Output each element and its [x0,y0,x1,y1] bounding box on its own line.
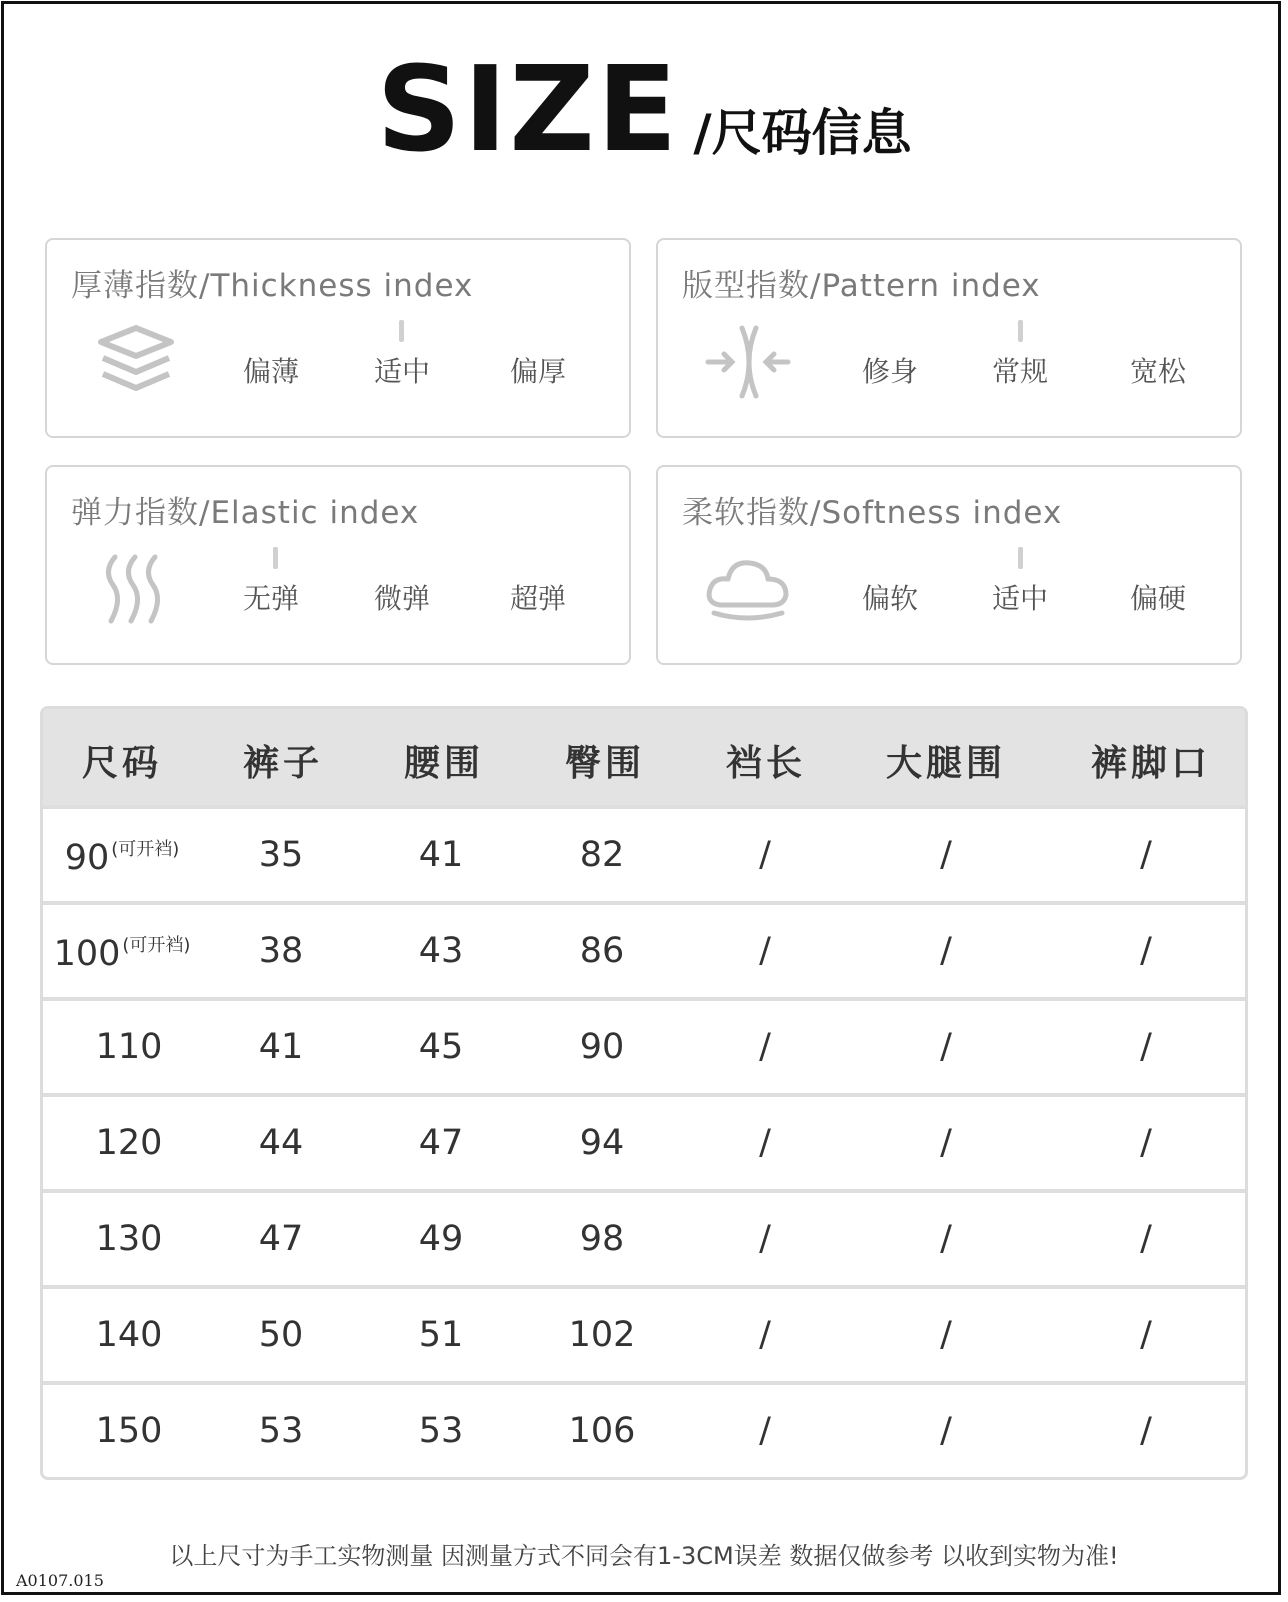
cell-rise: / [759,1027,771,1067]
cell-size: 150 [95,1411,163,1451]
softness-option-soft: 偏软 [862,582,919,615]
cell-size: 140 [95,1315,163,1355]
table-row [43,1285,1245,1378]
cloud-icon [702,549,792,629]
table-row [43,1381,1245,1474]
cell-waist: 45 [418,1027,464,1067]
cell-hip: 98 [579,1219,625,1259]
header-waist: 腰围 [403,743,485,784]
layers-icon [91,322,181,402]
cell-hip: 94 [579,1123,625,1163]
cell-hip: 90 [579,1027,625,1067]
pattern-index-card [656,238,1242,438]
table-header [43,709,1245,807]
cell-leg-opening: / [1140,1219,1152,1259]
cell-leg-opening: / [1140,931,1152,971]
cell-thigh: / [940,1411,952,1451]
cell-leg-opening: / [1140,1411,1152,1451]
softness-option-hard: 偏硬 [1130,582,1187,615]
cell-pants: 41 [258,1027,304,1067]
softness-index-title: 柔软指数/Softness index [682,495,1063,531]
table-row [43,805,1245,898]
cell-pants: 50 [258,1315,304,1355]
cell-thigh: / [940,1123,952,1163]
elastic-option-slight: 微弹 [374,582,431,615]
thickness-option-thin: 偏薄 [243,355,300,388]
elastic-selected-marker [273,547,278,569]
cell-thigh: / [940,835,952,875]
cell-hip: 106 [568,1411,636,1451]
cell-waist: 53 [418,1411,464,1451]
table-row [43,997,1245,1090]
measurement-note: 以上尺寸为手工实物测量 因测量方式不同会有1-3CM误差 数据仅做参考 以收到实物为准! [169,1542,1119,1570]
cell-pants: 53 [258,1411,304,1451]
header-thigh: 大腿围 [885,743,1007,784]
header-leg-opening: 裤脚口 [1090,743,1212,784]
fit-arrows-icon [702,322,792,402]
thickness-option-thick: 偏厚 [510,355,567,388]
cell-size: 130 [95,1219,163,1259]
cell-size: 110 [95,1027,163,1067]
cell-thigh: / [940,931,952,971]
cell-hip: 82 [579,835,625,875]
table-row [43,1093,1245,1186]
pattern-index-title: 版型指数/Pattern index [682,268,1041,304]
wave-icon [91,549,181,629]
title-subtitle: /尺码信息 [693,104,912,162]
cell-waist: 43 [418,931,464,971]
pattern-option-loose: 宽松 [1130,355,1187,388]
cell-pants: 35 [258,835,304,875]
cell-waist: 49 [418,1219,464,1259]
page-title [0,40,1288,178]
thickness-selected-marker [399,320,404,342]
cell-leg-opening: / [1140,835,1152,875]
cell-leg-opening: / [1140,1123,1152,1163]
cell-hip: 86 [579,931,625,971]
elastic-option-super: 超弹 [510,582,567,615]
softness-selected-marker [1018,547,1023,569]
pattern-selected-marker [1018,320,1023,342]
header-hip: 臀围 [564,743,646,784]
softness-index-card [656,465,1242,665]
header-pants: 裤子 [242,743,324,784]
cell-size: 120 [95,1123,163,1163]
table-row [43,1189,1245,1282]
cell-leg-opening: / [1140,1315,1152,1355]
title-size: SIZE [376,40,680,178]
cell-size: 90 $^{(可开裆)}$ [64,838,180,878]
header-rise: 裆长 [725,743,807,784]
softness-option-medium: 适中 [992,582,1049,615]
size-table [40,706,1248,1480]
cell-thigh: / [940,1219,952,1259]
cell-pants: 47 [258,1219,304,1259]
cell-thigh: / [940,1315,952,1355]
cell-rise: / [759,931,771,971]
cell-waist: 41 [418,835,464,875]
header-size: 尺码 [81,743,163,784]
cell-waist: 47 [418,1123,464,1163]
elastic-option-none: 无弹 [243,582,300,615]
cell-size: 100 $^{(可开裆)}$ [53,934,191,974]
cell-rise: / [759,835,771,875]
cell-rise: / [759,1219,771,1259]
elastic-index-card [45,465,631,665]
cell-rise: / [759,1123,771,1163]
product-code: A0107.015 [16,1571,104,1590]
cell-rise: / [759,1411,771,1451]
cell-thigh: / [940,1027,952,1067]
cell-waist: 51 [418,1315,464,1355]
pattern-option-regular: 常规 [992,355,1049,388]
cell-rise: / [759,1315,771,1355]
cell-pants: 38 [258,931,304,971]
cell-hip: 102 [568,1315,636,1355]
table-row [43,901,1245,994]
thickness-option-medium: 适中 [374,355,431,388]
thickness-index-title: 厚薄指数/Thickness index [71,268,474,304]
thickness-index-card [45,238,631,438]
cell-leg-opening: / [1140,1027,1152,1067]
pattern-option-slim: 修身 [862,355,919,388]
cell-pants: 44 [258,1123,304,1163]
elastic-index-title: 弹力指数/Elastic index [71,495,420,531]
